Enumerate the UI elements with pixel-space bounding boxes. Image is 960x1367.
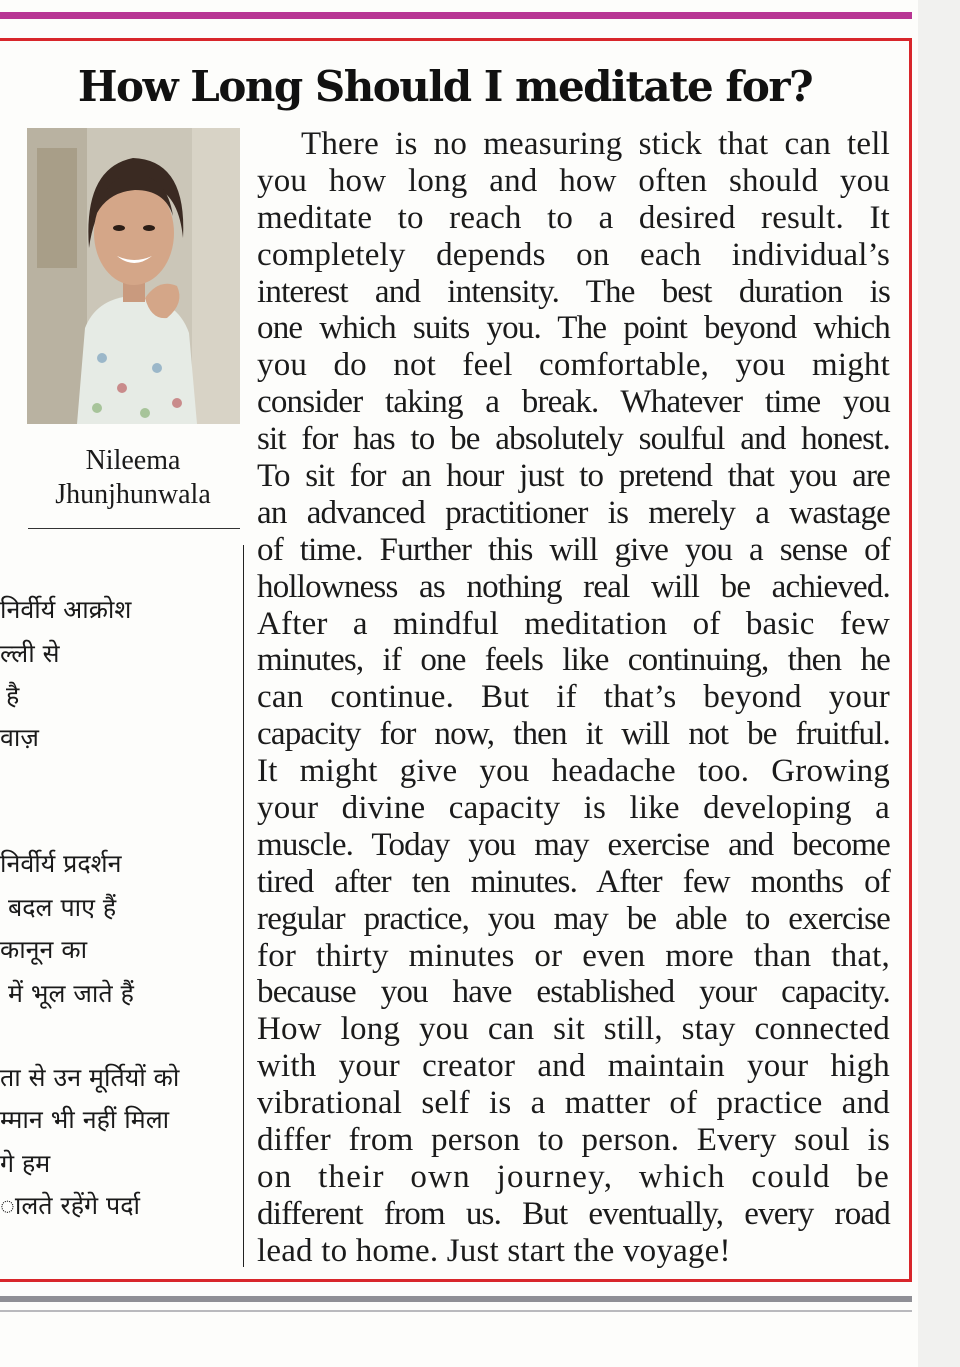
body-line: sit for has to be absolutely soulful and honest. bbox=[257, 421, 890, 458]
body-line: There is no measuring stick that can tell bbox=[301, 126, 890, 162]
headline: How Long Should I meditate for? bbox=[77, 62, 813, 111]
body-line: can continue. But if that’s beyond your bbox=[257, 679, 890, 716]
body-line: interest and intensity. The best duration is bbox=[257, 273, 890, 310]
poem-line: ता से उन मूर्तियों को bbox=[0, 1063, 180, 1092]
body-line: of time. Further this will give you a sense of bbox=[257, 531, 890, 568]
body-line: your divine capacity is like developing a bbox=[257, 790, 890, 827]
author-first-name: Nileema bbox=[85, 445, 181, 476]
body-line: After a mindful meditation of basic few bbox=[257, 605, 890, 642]
poem-line: गे हम bbox=[0, 1149, 51, 1178]
body-line: consider taking a break. Whatever time you bbox=[257, 384, 890, 421]
body-line: regular practice, you may be able to exercise bbox=[257, 900, 890, 937]
poem-line: म्मान भी नहीं मिला bbox=[0, 1105, 170, 1134]
column-divider bbox=[243, 545, 244, 1267]
body-line: different from us. But eventually, every road bbox=[257, 1195, 890, 1232]
poem-line: बदल पाए हैं bbox=[8, 893, 117, 922]
body-line: meditate to reach to a desired result. It bbox=[257, 199, 890, 236]
author-last-name: Jhunjhunwala bbox=[55, 479, 211, 510]
body-line: vibrational self is a matter of practice and bbox=[257, 1085, 890, 1122]
poem-line: ल्ली से bbox=[0, 639, 60, 668]
bottom-thin-rule bbox=[0, 1310, 912, 1312]
body-line: hollowness as nothing real will be achieved. bbox=[257, 568, 890, 605]
body-line: To sit for an hour just to pretend that you are bbox=[257, 458, 890, 495]
body-line: because you have established your capacity. bbox=[257, 974, 890, 1011]
body-line: one which suits you. The point beyond which bbox=[257, 310, 890, 347]
body-line: capacity for now, then it will not be fruitful. bbox=[257, 716, 890, 753]
poem-line: ालते रहेंगे पर्दा bbox=[0, 1191, 140, 1220]
poem-line: है bbox=[6, 681, 20, 710]
body-line: you do not feel comfortable, you might bbox=[257, 347, 890, 384]
poem-line: निर्वीर्य आक्रोश bbox=[0, 595, 132, 624]
body-line: with your creator and maintain your high bbox=[257, 1048, 890, 1085]
body-line: muscle. Today you may exercise and become bbox=[257, 826, 890, 863]
bottom-gray-rule bbox=[0, 1296, 912, 1302]
poem-line: कानून का bbox=[0, 935, 88, 964]
body-line: you how long and how often should you bbox=[257, 162, 890, 199]
body-line: It might give you headache too. Growing bbox=[257, 753, 890, 790]
body-line: lead to home. Just start the voyage! bbox=[257, 1232, 731, 1269]
body-line: differ from person to person. Every soul is bbox=[257, 1122, 890, 1159]
poem-line: वाज़ bbox=[0, 723, 39, 752]
body-line: for thirty minutes or even more than that, bbox=[257, 937, 890, 974]
page-edge-shadow bbox=[918, 0, 960, 1367]
poem-line: निर्वीर्य प्रदर्शन bbox=[0, 849, 122, 878]
body-line: tired after ten minutes. After few months of bbox=[257, 863, 890, 900]
body-line: minutes, if one feels like continuing, then he bbox=[257, 642, 890, 679]
body-line: How long you can sit still, stay connected bbox=[257, 1011, 890, 1048]
article-body bbox=[257, 126, 890, 1270]
hindi-poem-column bbox=[0, 0, 240, 1290]
poem-line: में भूल जाते हैं bbox=[8, 979, 134, 1008]
body-line: completely depends on each individual’s bbox=[257, 236, 890, 273]
body-line: on their own journey, which could be bbox=[257, 1158, 890, 1195]
body-line: an advanced practitioner is merely a wastage bbox=[257, 494, 890, 531]
